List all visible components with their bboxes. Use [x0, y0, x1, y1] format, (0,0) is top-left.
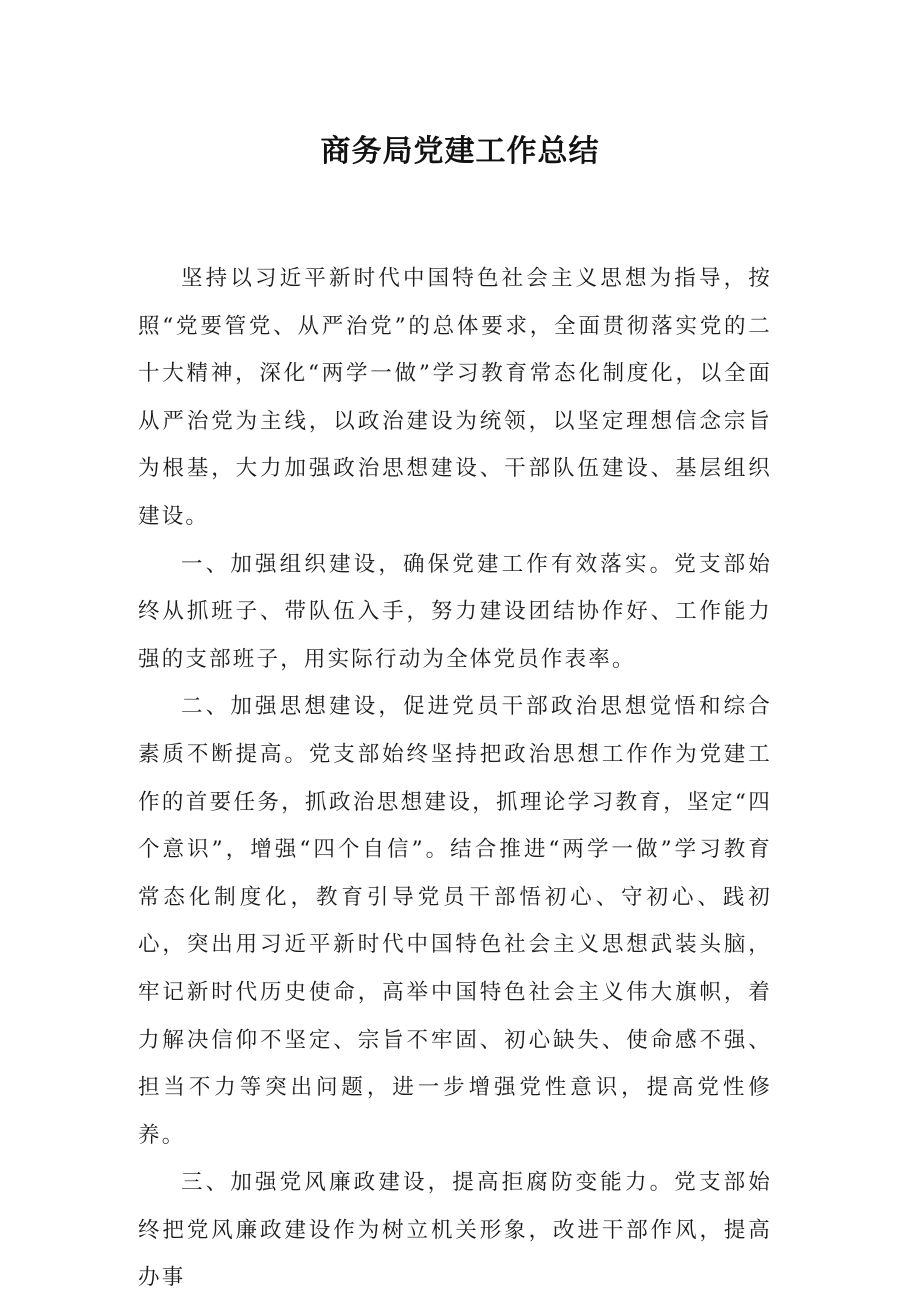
paragraph-ideology: 二、加强思想建设，促进党员干部政治思想觉悟和综合素质不断提高。党支部始终坚持把政治思想工作作为党建工作的首要任务，抓政治思想建设，抓理论学习教育，坚定“四个意识”，增强“四个自信”。结合推进“两学一做”学习教育常态化制度化，教育引导党员干部悟初心、守初心、践初心，突出用习近平新时代中国特色社会主义思想武装头脑，牢记新时代历史使命，高举中国特色社会主义伟大旗帜，着力解决信仰不坚定、宗旨不牢固、初心缺失、使命感不强、担当不力等突出问题，进一步增强党性意识，提高党性修养。 [138, 694, 772, 1148]
document-body [138, 255, 772, 1302]
document-title: 商务局党建工作总结 [320, 134, 600, 169]
paragraph-intro: 坚持以习近平新时代中国特色社会主义思想为指导，按照“党要管党、从严治党”的总体要求，全面贯彻落实党的二十大精神，深化“两学一做”学习教育常态化制度化，以全面从严治党为主线，以政治建设为统领，以坚定理想信念宗旨为根基，大力加强政治思想建设、干部队伍建设、基层组织建设。 [138, 266, 772, 529]
paragraph-integrity: 三、加强党风廉政建设，提高拒腐防变能力。党支部始终把党风廉政建设作为树立机关形象，改进干部作风，提高办事 [138, 1170, 772, 1291]
paragraph-organization: 一、加强组织建设，确保党建工作有效落实。党支部始终从抓班子、带队伍入手，努力建设团结协作好、工作能力强的支部班子，用实际行动为全体党员作表率。 [138, 551, 772, 672]
